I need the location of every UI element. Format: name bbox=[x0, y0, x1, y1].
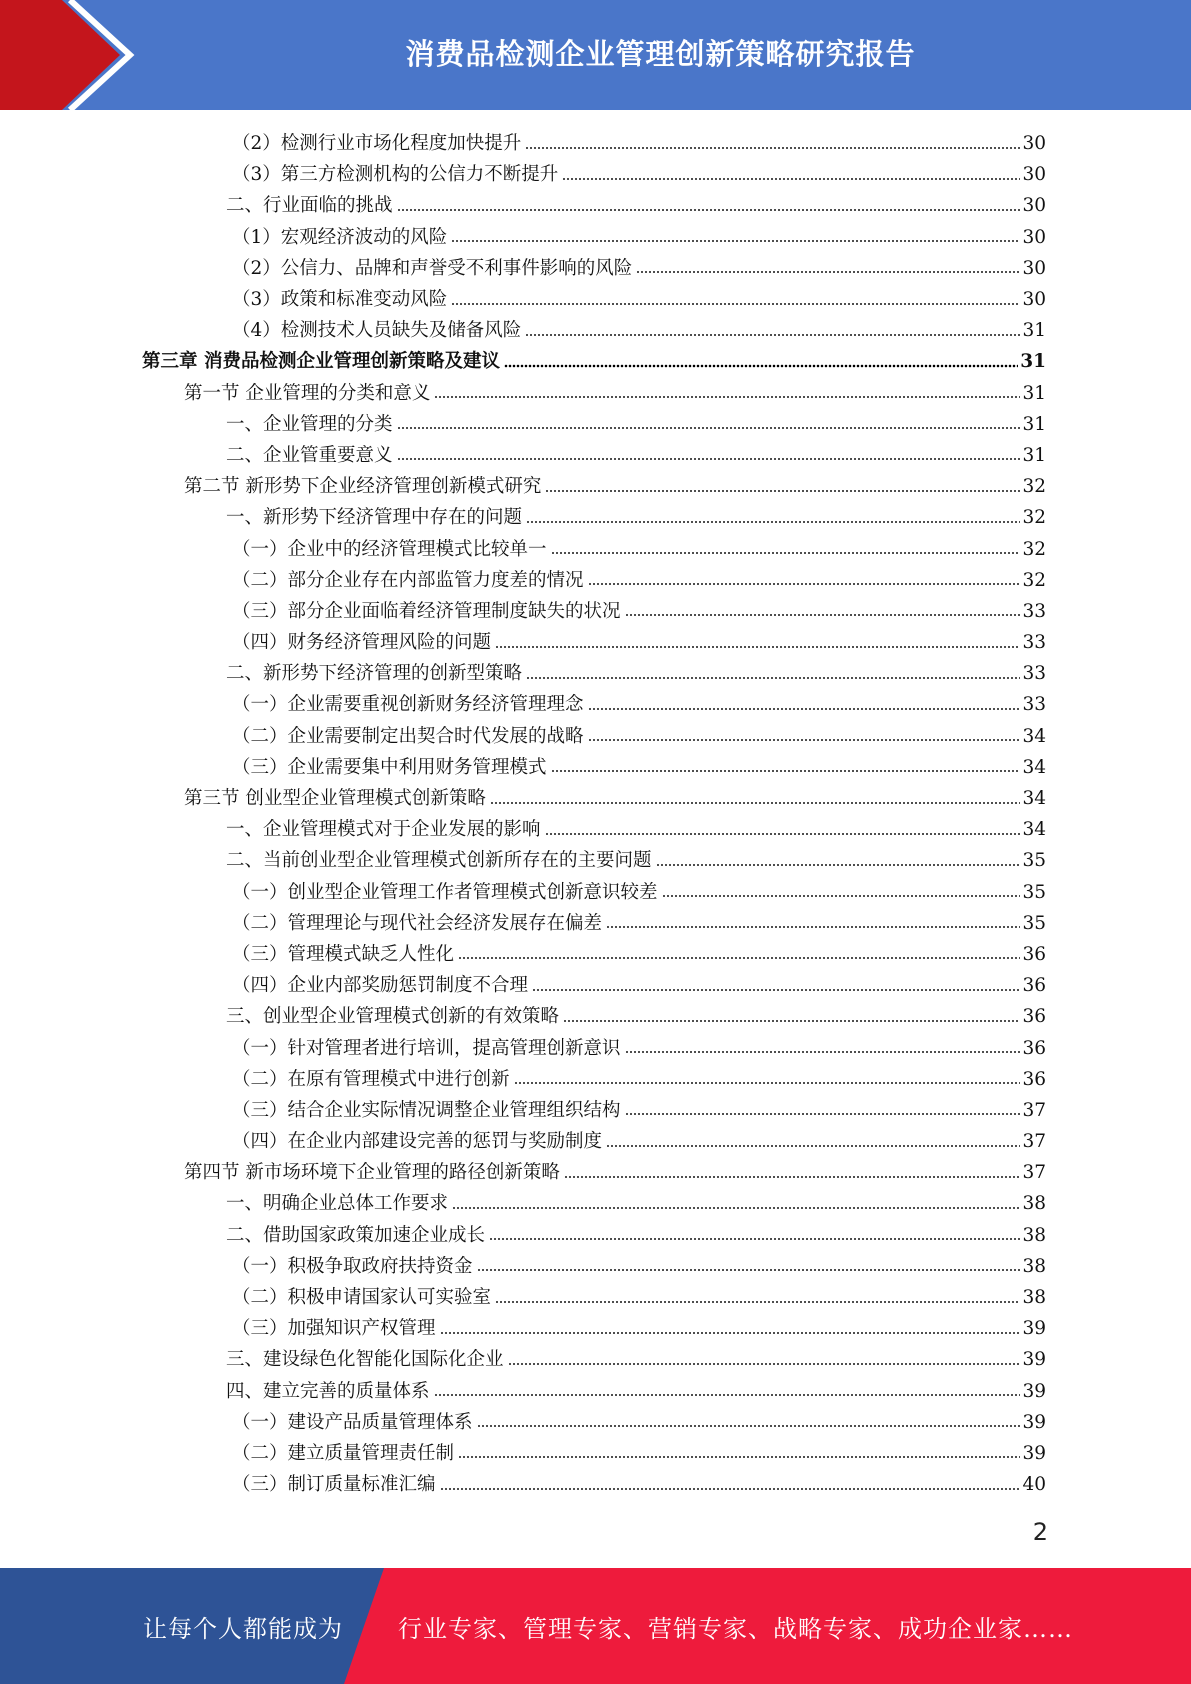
toc-entry-title: 二、借助国家政策加速企业成长 bbox=[226, 1224, 486, 1246]
toc-entry-title: （三）部分企业面临着经济管理制度缺失的状况 bbox=[232, 600, 621, 622]
toc-dot-leader bbox=[551, 551, 1021, 555]
toc-entry[interactable] bbox=[0, 596, 1191, 627]
toc-dot-leader bbox=[588, 738, 1021, 742]
toc-entry-title: （四）企业内部奖励惩罚制度不合理 bbox=[232, 975, 529, 997]
toc-entry-page: 34 bbox=[1022, 788, 1046, 810]
toc-chapter-entry[interactable] bbox=[0, 346, 1191, 377]
toc-entry[interactable] bbox=[0, 877, 1191, 908]
toc-entry-page: 36 bbox=[1022, 943, 1046, 965]
toc-entry-page: 39 bbox=[1022, 1442, 1046, 1464]
toc-dot-leader bbox=[434, 395, 1020, 399]
toc-entry[interactable] bbox=[0, 440, 1191, 471]
toc-entry[interactable] bbox=[0, 721, 1191, 752]
toc-entry-title: （4）检测技术人员缺失及储备风险 bbox=[232, 320, 522, 342]
toc-entry-title: 二、新形势下经济管理的创新型策略 bbox=[226, 663, 523, 685]
toc-entry[interactable] bbox=[0, 1438, 1191, 1469]
toc-entry-page: 36 bbox=[1022, 1037, 1046, 1059]
toc-dot-leader bbox=[397, 457, 1021, 461]
toc-entry-page: 33 bbox=[1022, 663, 1046, 685]
toc-dot-leader bbox=[477, 1268, 1021, 1272]
footer-slogan-left: 让每个人都能成为 bbox=[143, 1614, 343, 1643]
toc-dot-leader bbox=[495, 645, 1020, 649]
toc-entry-page: 32 bbox=[1022, 507, 1046, 529]
toc-entry[interactable] bbox=[0, 845, 1191, 876]
toc-entry-page: 31 bbox=[1020, 351, 1046, 373]
toc-entry[interactable] bbox=[0, 814, 1191, 845]
toc-entry-page: 38 bbox=[1022, 1193, 1046, 1215]
toc-entry[interactable] bbox=[0, 939, 1191, 970]
toc-dot-leader bbox=[625, 1050, 1021, 1054]
toc-entry-page: 31 bbox=[1022, 320, 1046, 342]
toc-entry[interactable] bbox=[0, 1188, 1191, 1219]
toc-entry-title: （3）第三方检测机构的公信力不断提升 bbox=[232, 164, 559, 186]
page-header bbox=[0, 0, 1191, 110]
toc-dot-leader bbox=[397, 426, 1021, 430]
toc-entry[interactable] bbox=[0, 1251, 1191, 1282]
header-arrow-graphic bbox=[0, 0, 160, 110]
toc-entry[interactable] bbox=[0, 752, 1191, 783]
toc-entry[interactable] bbox=[0, 222, 1191, 253]
toc-dot-leader bbox=[588, 582, 1021, 586]
toc-entry[interactable] bbox=[0, 658, 1191, 689]
toc-entry-page: 37 bbox=[1022, 1131, 1046, 1153]
toc-entry[interactable] bbox=[0, 409, 1191, 440]
toc-dot-leader bbox=[525, 333, 1020, 337]
toc-entry-title: 第三章 消费品检测企业管理创新策略及建议 bbox=[142, 351, 500, 373]
toc-entry[interactable] bbox=[0, 1220, 1191, 1251]
toc-entry-title: 二、行业面临的挑战 bbox=[226, 195, 393, 217]
toc-entry-title: （2）检测行业市场化程度加快提升 bbox=[232, 133, 522, 155]
toc-entry-page: 30 bbox=[1022, 226, 1046, 248]
toc-entry-title: 第二节 新形势下企业经济管理创新模式研究 bbox=[184, 476, 542, 498]
toc-entry-page: 34 bbox=[1022, 725, 1046, 747]
toc-entry-page: 31 bbox=[1022, 413, 1046, 435]
toc-dot-leader bbox=[564, 1175, 1021, 1179]
toc-entry[interactable] bbox=[0, 1376, 1191, 1407]
toc-section-entry[interactable] bbox=[0, 378, 1191, 409]
toc-entry[interactable] bbox=[0, 502, 1191, 533]
toc-dot-leader bbox=[625, 1112, 1021, 1116]
toc-entry[interactable] bbox=[0, 253, 1191, 284]
toc-entry-title: （三）管理模式缺乏人性化 bbox=[232, 943, 455, 965]
toc-entry-page: 30 bbox=[1022, 257, 1046, 279]
toc-entry-title: （2）公信力、品牌和声誉受不利事件影响的风险 bbox=[232, 257, 633, 279]
toc-entry-page: 32 bbox=[1022, 538, 1046, 560]
toc-entry[interactable] bbox=[0, 970, 1191, 1001]
toc-entry-page: 36 bbox=[1022, 975, 1046, 997]
toc-entry-title: （二）管理理论与现代社会经济发展存在偏差 bbox=[232, 912, 603, 934]
toc-entry-title: （一）创业型企业管理工作者管理模式创新意识较差 bbox=[232, 881, 658, 903]
toc-entry[interactable] bbox=[0, 1064, 1191, 1095]
toc-entry-page: 39 bbox=[1022, 1318, 1046, 1340]
toc-dot-leader bbox=[545, 489, 1020, 493]
toc-entry-page: 34 bbox=[1022, 756, 1046, 778]
toc-entry-title: （一）企业需要重视创新财务经济管理理念 bbox=[232, 694, 584, 716]
toc-dot-leader bbox=[514, 1081, 1021, 1085]
toc-entry[interactable] bbox=[0, 689, 1191, 720]
toc-dot-leader bbox=[588, 707, 1021, 711]
toc-entry-page: 35 bbox=[1022, 912, 1046, 934]
toc-section-entry[interactable] bbox=[0, 471, 1191, 502]
toc-entry-page: 39 bbox=[1022, 1380, 1046, 1402]
toc-entry-page: 35 bbox=[1022, 881, 1046, 903]
toc-entry[interactable] bbox=[0, 159, 1191, 190]
toc-entry-page: 30 bbox=[1022, 133, 1046, 155]
toc-entry[interactable] bbox=[0, 1407, 1191, 1438]
toc-dot-leader bbox=[526, 676, 1020, 680]
toc-dot-leader bbox=[458, 956, 1020, 960]
toc-dot-leader bbox=[532, 988, 1020, 992]
toc-entry-page: 33 bbox=[1022, 600, 1046, 622]
toc-entry-title: 四、建立完善的质量体系 bbox=[226, 1380, 430, 1402]
toc-dot-leader bbox=[508, 1362, 1021, 1366]
toc-dot-leader bbox=[458, 1455, 1020, 1459]
toc-entry[interactable] bbox=[0, 1095, 1191, 1126]
toc-dot-leader bbox=[545, 832, 1021, 836]
toc-entry-title: （一）建设产品质量管理体系 bbox=[232, 1411, 473, 1433]
toc-entry-title: （二）建立质量管理责任制 bbox=[232, 1442, 455, 1464]
report-title: 消费品检测企业管理创新策略研究报告 bbox=[405, 36, 916, 71]
toc-dot-leader bbox=[495, 1300, 1020, 1304]
toc-entry-page: 40 bbox=[1022, 1474, 1046, 1496]
toc-entry-page: 39 bbox=[1022, 1411, 1046, 1433]
toc-entry-title: （三）结合企业实际情况调整企业管理组织结构 bbox=[232, 1099, 621, 1121]
toc-dot-leader bbox=[636, 270, 1020, 274]
toc-entry[interactable] bbox=[0, 1126, 1191, 1157]
toc-entry-page: 31 bbox=[1022, 444, 1046, 466]
toc-entry-page: 36 bbox=[1022, 1006, 1046, 1028]
toc-entry-title: 三、创业型企业管理模式创新的有效策略 bbox=[226, 1006, 560, 1028]
footer-slogan-right: 行业专家、管理专家、营销专家、战略专家、成功企业家…… bbox=[398, 1614, 1073, 1643]
toc-entry-page: 35 bbox=[1022, 850, 1046, 872]
toc-entry-title: 一、明确企业总体工作要求 bbox=[226, 1193, 449, 1215]
toc-entry-page: 30 bbox=[1022, 195, 1046, 217]
toc-dot-leader bbox=[490, 801, 1021, 805]
toc-entry-title: （四）在企业内部建设完善的惩罚与奖励制度 bbox=[232, 1131, 603, 1153]
toc-dot-leader bbox=[452, 1206, 1020, 1210]
toc-entry-page: 33 bbox=[1022, 632, 1046, 654]
toc-dot-leader bbox=[562, 177, 1020, 181]
toc-dot-leader bbox=[606, 1144, 1020, 1148]
toc-section-entry[interactable] bbox=[0, 783, 1191, 814]
toc-entry-page: 31 bbox=[1022, 382, 1046, 404]
toc-dot-leader bbox=[662, 894, 1021, 898]
toc-entry[interactable] bbox=[0, 284, 1191, 315]
toc-entry-title: （三）制订质量标准汇编 bbox=[232, 1474, 436, 1496]
toc-dot-leader bbox=[397, 208, 1021, 212]
toc-entry-title: （四）财务经济管理风险的问题 bbox=[232, 632, 492, 654]
toc-entry[interactable] bbox=[0, 565, 1191, 596]
toc-entry[interactable] bbox=[0, 1344, 1191, 1375]
toc-entry-page: 33 bbox=[1022, 694, 1046, 716]
toc-dot-leader bbox=[434, 1393, 1021, 1397]
toc-entry-title: （三）企业需要集中利用财务管理模式 bbox=[232, 756, 547, 778]
toc-entry-title: 一、新形势下经济管理中存在的问题 bbox=[226, 507, 523, 529]
toc-entry-title: 第一节 企业管理的分类和意义 bbox=[184, 382, 431, 404]
toc-dot-leader bbox=[525, 146, 1020, 150]
toc-entry-title: 第三节 创业型企业管理模式创新策略 bbox=[184, 788, 486, 810]
toc-entry-title: （二）积极申请国家认可实验室 bbox=[232, 1287, 492, 1309]
toc-dot-leader bbox=[606, 925, 1020, 929]
toc-entry-page: 30 bbox=[1022, 289, 1046, 311]
toc-dot-leader bbox=[526, 520, 1020, 524]
page-footer bbox=[0, 1568, 1191, 1684]
toc-entry-title: 一、企业管理模式对于企业发展的影响 bbox=[226, 819, 541, 841]
toc-entry-page: 32 bbox=[1022, 476, 1046, 498]
toc-entry-title: 二、企业管重要意义 bbox=[226, 444, 393, 466]
toc-dot-leader bbox=[451, 302, 1020, 306]
toc-entry[interactable] bbox=[0, 315, 1191, 346]
toc-entry-page: 38 bbox=[1022, 1287, 1046, 1309]
toc-dot-leader bbox=[489, 1237, 1020, 1241]
toc-entry-page: 38 bbox=[1022, 1255, 1046, 1277]
toc-entry-title: （二）在原有管理模式中进行创新 bbox=[232, 1068, 510, 1090]
toc-entry[interactable] bbox=[0, 1032, 1191, 1063]
toc-entry-title: （三）加强知识产权管理 bbox=[232, 1318, 436, 1340]
toc-entry-page: 37 bbox=[1022, 1162, 1046, 1184]
toc-dot-leader bbox=[451, 239, 1020, 243]
toc-entry[interactable] bbox=[0, 908, 1191, 939]
toc-entry-title: （1）宏观经济波动的风险 bbox=[232, 226, 448, 248]
toc-dot-leader bbox=[563, 1019, 1020, 1023]
toc-section-entry[interactable] bbox=[0, 1157, 1191, 1188]
toc-dot-leader bbox=[440, 1331, 1021, 1335]
toc-entry[interactable] bbox=[0, 627, 1191, 658]
toc-entry-title: （二）部分企业存在内部监管力度差的情况 bbox=[232, 569, 584, 591]
toc-entry-title: 二、当前创业型企业管理模式创新所存在的主要问题 bbox=[226, 850, 652, 872]
toc-entry[interactable] bbox=[0, 128, 1191, 159]
toc-dot-leader bbox=[551, 769, 1021, 773]
toc-entry-page: 34 bbox=[1022, 819, 1046, 841]
toc-entry-page: 30 bbox=[1022, 164, 1046, 186]
toc-entry[interactable] bbox=[0, 533, 1191, 564]
toc-entry-title: （一）积极争取政府扶持资金 bbox=[232, 1255, 473, 1277]
toc-entry[interactable] bbox=[0, 1469, 1191, 1500]
toc-entry-title: （一）企业中的经济管理模式比较单一 bbox=[232, 538, 547, 560]
toc-entry[interactable] bbox=[0, 190, 1191, 221]
toc-dot-leader bbox=[504, 364, 1018, 368]
table-of-contents bbox=[0, 128, 1191, 1500]
page-number: 2 bbox=[1032, 1518, 1048, 1546]
toc-entry-page: 39 bbox=[1022, 1349, 1046, 1371]
toc-entry-page: 36 bbox=[1022, 1068, 1046, 1090]
toc-entry[interactable] bbox=[0, 1282, 1191, 1313]
toc-entry-title: （一）针对管理者进行培训，提高管理创新意识 bbox=[232, 1037, 621, 1059]
toc-entry-title: 第四节 新市场环境下企业管理的路径创新策略 bbox=[184, 1162, 560, 1184]
toc-entry-title: 三、建设绿色化智能化国际化企业 bbox=[226, 1349, 504, 1371]
toc-entry[interactable] bbox=[0, 1313, 1191, 1344]
toc-entry-page: 38 bbox=[1022, 1224, 1046, 1246]
toc-entry-title: （二）企业需要制定出契合时代发展的战略 bbox=[232, 725, 584, 747]
toc-entry[interactable] bbox=[0, 1001, 1191, 1032]
toc-dot-leader bbox=[625, 613, 1021, 617]
toc-entry-title: （3）政策和标准变动风险 bbox=[232, 289, 448, 311]
toc-dot-leader bbox=[656, 863, 1021, 867]
toc-dot-leader bbox=[440, 1487, 1021, 1491]
toc-entry-title: 一、企业管理的分类 bbox=[226, 413, 393, 435]
toc-dot-leader bbox=[477, 1424, 1021, 1428]
toc-entry-page: 32 bbox=[1022, 569, 1046, 591]
toc-entry-page: 37 bbox=[1022, 1099, 1046, 1121]
